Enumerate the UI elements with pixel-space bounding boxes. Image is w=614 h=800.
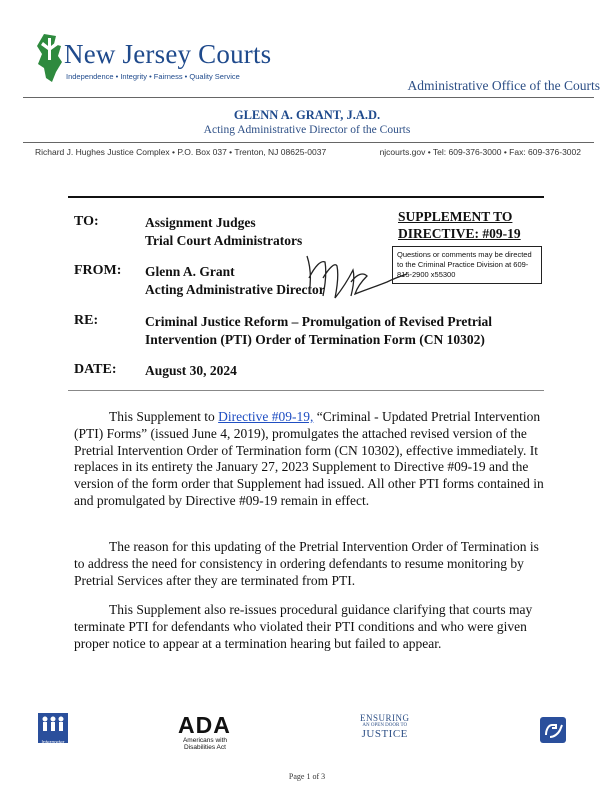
date-label: DATE: xyxy=(74,362,117,377)
to-recipients xyxy=(145,214,302,250)
re-line-1: Criminal Justice Reform – Promulgation of Revised Pretrial xyxy=(145,314,493,329)
office-name: Administrative Office of the Courts xyxy=(407,78,600,93)
interpreter-badge xyxy=(38,713,68,746)
p1-rest: “Criminal - Updated Pretrial Intervention (PTI) Forms” (issued June 4, 2019), promulgates the attached revised version of the Pretrial Intervention Order of Termination form (CN 10302), effective immediately. It replaces in its entirety the January 27, 2023 Supplement to Directive #09-19 and the version of the form order that Supplement had issued. All other PTI forms contained in and promulgated by Directive #09-19 remain in effect. xyxy=(74,409,544,508)
page-number: Page 1 of 3 xyxy=(288,772,326,781)
paragraph-3: This Supplement also re-issues procedural guidance clarifying that courts may terminate PTI for defendants who violated their PTI conditions and who were given proper notice to appear at a termination hearing but failed to appear. xyxy=(74,602,533,651)
from-label: FROM: xyxy=(74,263,122,278)
to-line-1: Assignment Judges xyxy=(145,215,256,230)
supplement-heading xyxy=(398,208,521,242)
contact-line: njcourts.gov • Tel: 609-376-3000 • Fax: 609-376-3002 xyxy=(379,147,581,157)
contact-divider xyxy=(23,142,594,143)
director-title: Acting Administrative Director of the Courts xyxy=(203,124,411,136)
justice-bottom: JUSTICE xyxy=(361,728,408,740)
signature-image xyxy=(295,248,410,303)
interpreter-icon xyxy=(38,713,68,735)
nj-state-icon xyxy=(34,32,64,84)
from-line-1: Glenn A. Grant xyxy=(145,264,235,279)
nj-courts-logo xyxy=(34,32,64,84)
ada-label: ADA xyxy=(178,712,231,738)
justice-top: ENSURING xyxy=(360,713,410,723)
sign-language-badge xyxy=(540,717,566,743)
paragraph-1 xyxy=(74,409,552,510)
from-line-2: Acting Administrative Director xyxy=(145,282,325,297)
supplement-line-1: SUPPLEMENT TO xyxy=(398,209,513,224)
memo-bottom-rule xyxy=(68,390,544,391)
address-line: Richard J. Hughes Justice Complex • P.O. Box 037 • Trenton, NJ 08625-0037 xyxy=(35,147,327,157)
justice-mid: AN OPEN DOOR TO xyxy=(362,723,408,728)
justice-logo xyxy=(360,713,410,740)
header-divider xyxy=(23,97,594,98)
re-label: RE: xyxy=(74,313,99,328)
memo-top-rule xyxy=(68,196,544,198)
re-line-2: Intervention (PTI) Order of Termination Form (CN 10302) xyxy=(145,332,485,347)
ada-logo xyxy=(178,713,232,751)
paragraph-2: The reason for this updating of the Pretrial Intervention Order of Termination is to address the need for consistency in ordering defendants to resume monitoring by Pretrial Services after they are terminated from PTI. xyxy=(74,539,539,588)
supplement-line-2: DIRECTIVE: #09-19 xyxy=(398,226,521,241)
directive-link[interactable]: Directive #09-19, xyxy=(218,409,314,424)
director-name: GLENN A. GRANT, J.A.D. xyxy=(233,108,381,122)
re-subject xyxy=(145,313,492,349)
date-value: August 30, 2024 xyxy=(145,363,237,378)
ada-subtitle: Americans with Disabilities Act xyxy=(182,737,228,751)
org-name: New Jersey Courts xyxy=(64,39,272,69)
questions-notice-box: Questions or comments may be directed to the Criminal Practice Division at 609-815-2900 x55300 xyxy=(392,246,542,284)
p1-intro: This Supplement to xyxy=(109,409,219,424)
to-line-2: Trial Court Administrators xyxy=(145,233,303,248)
interpreter-label: Interpreter xyxy=(41,740,65,746)
to-label: TO: xyxy=(74,214,99,229)
sign-language-icon xyxy=(540,717,566,743)
org-tagline: Independence • Integrity • Fairness • Quality Service xyxy=(66,72,240,81)
